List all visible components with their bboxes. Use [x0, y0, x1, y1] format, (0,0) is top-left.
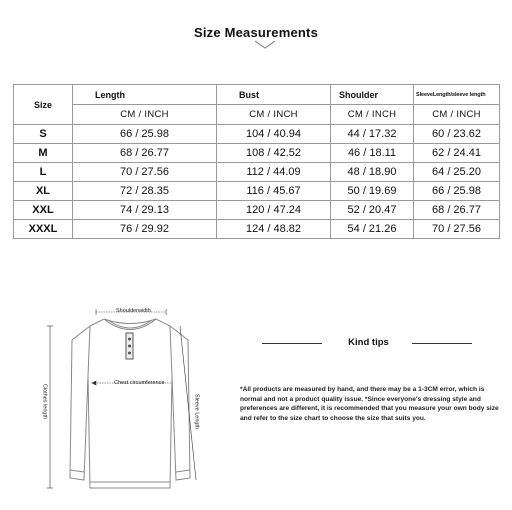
page-title: Size Measurements — [193, 25, 319, 40]
length-cell: 68 / 26.77 — [73, 144, 217, 163]
sleeve-length-label: Sleeve Length — [193, 393, 200, 430]
unit-label: CM / INCH — [73, 105, 217, 125]
unit-label: CM / INCH — [414, 105, 500, 125]
table-units-row — [14, 105, 500, 125]
clothes-length-label: Clothes length — [41, 383, 48, 420]
size-cell: S — [14, 125, 73, 144]
kind-tips-divider-right — [412, 343, 472, 344]
shoulder-cell: 54 / 21.26 — [331, 220, 414, 239]
length-cell: 74 / 29.13 — [73, 201, 217, 220]
chevron-down-icon — [255, 40, 275, 50]
long-sleeve-shirt-icon — [38, 300, 218, 490]
table-row — [14, 125, 500, 144]
sleeve-cell: 66 / 25.98 — [414, 182, 500, 201]
column-header-length: Length — [73, 85, 217, 105]
column-header-shoulder: Shoulder — [331, 85, 414, 105]
sleeve-cell: 70 / 27.56 — [414, 220, 500, 239]
shoulder-cell: 50 / 19.69 — [331, 182, 414, 201]
shoulder-cell: 46 / 18.11 — [331, 144, 414, 163]
shoulder-cell: 52 / 20.47 — [331, 201, 414, 220]
shirt-diagram — [38, 300, 218, 490]
bust-cell: 124 / 48.82 — [217, 220, 331, 239]
size-cell: M — [14, 144, 73, 163]
kind-tips-title: Kind tips — [348, 337, 389, 348]
sleeve-cell: 60 / 23.62 — [414, 125, 500, 144]
size-measurements-table — [13, 84, 500, 239]
size-cell: L — [14, 163, 73, 182]
bust-cell: 112 / 44.09 — [217, 163, 331, 182]
kind-tips-text: *All products are measured by hand, and there may be a 1-3CM error, which is normal and not a product quality issue. *Since everyone's dressing style and preferences are different, it is recommended that you measure your own body size and refer to the size chart to choose the size that suits you. — [240, 386, 499, 422]
shoulder-cell: 44 / 17.32 — [331, 125, 414, 144]
bust-cell: 104 / 40.94 — [217, 125, 331, 144]
size-cell: XL — [14, 182, 73, 201]
sleeve-cell: 68 / 26.77 — [414, 201, 500, 220]
unit-label: CM / INCH — [217, 105, 331, 125]
column-header-bust: Bust — [217, 85, 331, 105]
column-header-sleeve: SleeveLength/sleeve length — [414, 85, 500, 105]
table-row — [14, 201, 500, 220]
size-cell: XXXL — [14, 220, 73, 239]
size-header: Size — [14, 85, 73, 125]
sleeve-cell: 64 / 25.20 — [414, 163, 500, 182]
length-cell: 70 / 27.56 — [73, 163, 217, 182]
unit-label: CM / INCH — [331, 105, 414, 125]
table-row — [14, 182, 500, 201]
table-row — [14, 144, 500, 163]
length-cell: 72 / 28.35 — [73, 182, 217, 201]
bust-cell: 116 / 45.67 — [217, 182, 331, 201]
sleeve-cell: 62 / 24.41 — [414, 144, 500, 163]
shoulder-width-label: Shoulderwidth — [116, 308, 151, 314]
length-cell: 76 / 29.92 — [73, 220, 217, 239]
size-cell: XXL — [14, 201, 73, 220]
table-row — [14, 163, 500, 182]
chest-circumference-label: Chest circumference — [114, 380, 165, 386]
length-cell: 66 / 25.98 — [73, 125, 217, 144]
shoulder-cell: 48 / 18.90 — [331, 163, 414, 182]
bust-cell: 108 / 42.52 — [217, 144, 331, 163]
table-header-row — [14, 85, 500, 105]
bust-cell: 120 / 47.24 — [217, 201, 331, 220]
table-row — [14, 220, 500, 239]
